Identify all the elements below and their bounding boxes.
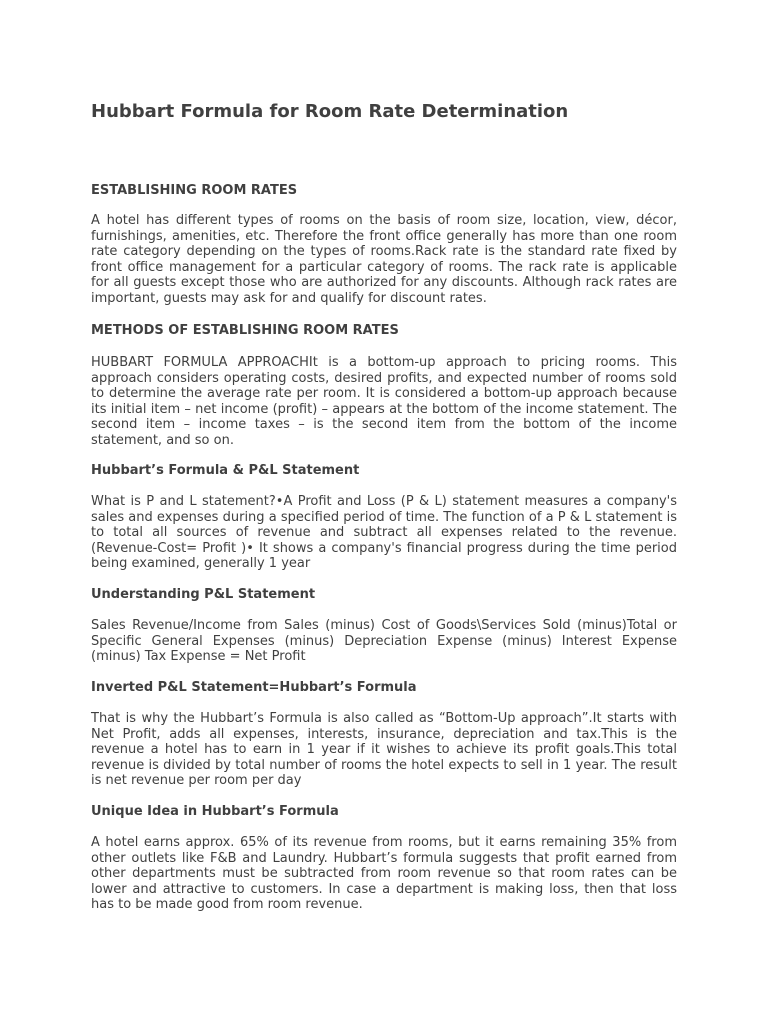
section-paragraph-understanding-pl: Sales Revenue/Income from Sales (minus) Cost of Goods\Services Sold (minus)Total or Specific General Expenses (minus) Depreciation Expense (minus) Interest Expense (minus) Tax Expense = Net Profit <box>91 618 677 665</box>
section-paragraph-methods: HUBBART FORMULA APPROACHIt is a bottom-up approach to pricing rooms. This approach considers operating costs, desired profits, and expected number of rooms sold to determine the average rate per room. It is considered a bottom-up approach because its initial item – net income (profit) – appears at the bottom of the income statement. The second item – income taxes – is the second item from the bottom of the income statement, and so on. <box>91 355 677 448</box>
section-paragraph-unique-idea: A hotel earns approx. 65% of its revenue from rooms, but it earns remaining 35% from other outlets like F&B and Laundry. Hubbart’s formula suggests that profit earned from other departments must be subtracted from room revenue so that room rates can be lower and attractive to customers. In case a department is making loss, then that loss has to be made good from room revenue. <box>91 835 677 913</box>
section-heading-unique-idea: Unique Idea in Hubbart’s Formula <box>91 804 339 819</box>
section-heading-inverted-pl: Inverted P&L Statement=Hubbart’s Formula <box>91 680 417 695</box>
section-paragraph-inverted-pl: That is why the Hubbart’s Formula is also called as “Bottom-Up approach”.It starts with Net Profit, adds all expenses, interests, insurance, depreciation and tax.This is the revenue a hotel has to earn in 1 year if it wishes to achieve its profit goals.This total revenue is divided by total number of rooms the hotel expects to sell in 1 year. The result is net revenue per room per day <box>91 711 677 789</box>
section-heading-understanding-pl: Understanding P&L Statement <box>91 587 316 602</box>
document-title: Hubbart Formula for Room Rate Determination <box>91 101 569 122</box>
section-heading-pl-statement: Hubbart’s Formula & P&L Statement <box>91 463 360 478</box>
section-heading-methods: METHODS OF ESTABLISHING ROOM RATES <box>91 323 399 338</box>
section-heading-establishing-room-rates: ESTABLISHING ROOM RATES <box>91 183 298 198</box>
section-paragraph-pl-statement: What is P and L statement?•A Profit and Loss (P & L) statement measures a company's sales and expenses during a specified period of time. The function of a P & L statement is to total all sources of revenue and subtract all expenses related to the revenue.(Revenue-Cost= Profit )• It shows a company's financial progress during the time period being examined, generally 1 year <box>91 494 677 572</box>
section-paragraph-establishing-room-rates: A hotel has different types of rooms on the basis of room size, location, view, décor, furnishings, amenities, etc. Therefore the front office generally has more than one room rate category depending on the types of rooms.Rack rate is the standard rate fixed by front office management for a particular category of rooms. The rack rate is applicable for all guests except those who are authorized for any discounts. Although rack rates are important, guests may ask for and qualify for discount rates. <box>91 213 677 306</box>
